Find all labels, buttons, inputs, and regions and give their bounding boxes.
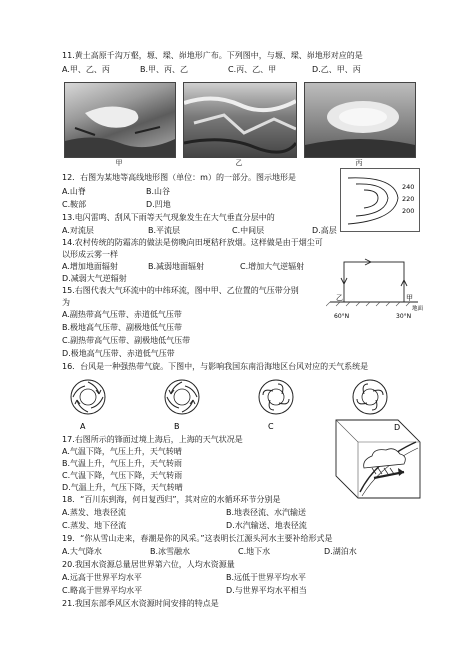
q11-option-d: D.乙、甲、丙 <box>312 65 361 74</box>
q15-option-d: D.极地高气压带、赤道低气压带 <box>62 349 175 358</box>
q14-stem: 14.农村传统的防霜冻的做法是傍晚向田埂秸秆放烟。这样做是由于烟尘可 <box>62 238 323 247</box>
photo-jia <box>64 82 176 158</box>
q14-stem-cont: 以形成云雾一样 <box>62 250 118 259</box>
cyclone-a <box>71 380 105 414</box>
lat-30n: 30°N <box>396 313 412 320</box>
q12-stem: 12．右图为某地等高线地形图（单位：m）的一部分。图示地形是 <box>62 173 296 182</box>
q15-option-a: A.副热带高气压带、赤道低气压带 <box>62 310 182 319</box>
contour-label-220: 220 <box>402 195 415 203</box>
ground-label: 地面 <box>412 306 424 312</box>
q15-stem-cont: 为 <box>62 298 70 307</box>
q11-option-c: C.丙、乙、甲 <box>228 65 277 74</box>
photo-bing <box>304 82 416 158</box>
q14-option-b: B.减弱地面辐射 <box>148 262 205 271</box>
caption-bing: 丙 <box>355 159 363 167</box>
contour-label-240: 240 <box>402 183 415 191</box>
caption-yi: 乙 <box>235 159 243 167</box>
q11-option-b: B.甲、丙、乙 <box>140 65 189 74</box>
photo-yi <box>183 82 297 158</box>
point-jia: 甲 <box>406 294 413 302</box>
q18-option-d: D.水汽输送、地表径流 <box>226 521 307 530</box>
q14-option-c: C.增加大气逆辐射 <box>240 262 305 271</box>
q20-option-d: D.与世界平均水平相当 <box>226 586 307 595</box>
q13-option-b: B.平流层 <box>148 226 181 235</box>
q19-option-b: B.冰雪融水 <box>150 547 191 556</box>
q20-option-c: C.略高于世界平均水平 <box>62 586 143 595</box>
q11-option-a: A.甲、乙、丙 <box>62 65 110 74</box>
q17-option-b: B.气温上升，气压上升，天气转雨 <box>62 459 183 468</box>
q17-stem: 17.右图所示的锋面过境上海后，上海的天气状况是 <box>62 435 243 444</box>
q17-option-a: A.气温下降，气压上升，天气转晴 <box>62 447 182 456</box>
q15-option-b: B.极地高气压带、副极地低气压带 <box>62 323 183 332</box>
q20-stem: 20.我国水资源总量居世界第六位，人均水资源量 <box>62 560 235 569</box>
q18-option-a: A.蒸发、地表径流 <box>62 508 126 517</box>
q14-option-d: D.减弱大气逆辐射 <box>62 274 127 283</box>
front-label-d: D <box>394 423 401 432</box>
q21-stem: 21.我国东部季风区水资源时间安排的特点是 <box>62 599 219 608</box>
lat-60n: 60°N <box>334 313 350 320</box>
q13-option-d: D.高层 <box>312 226 337 235</box>
q12-option-b: B.山谷 <box>146 187 171 196</box>
q16-stem: 16．台风是一种强热带气旋。下图中，与影响我国东南沿海地区台风对应的天气系统是 <box>62 362 369 371</box>
q18-option-b: B.地表径流、水汽输送 <box>226 508 307 517</box>
cyclone-label-b: B <box>174 422 180 431</box>
q19-option-a: A.大气降水 <box>62 547 102 556</box>
cyclone-c <box>259 380 293 414</box>
q18-option-c: C.蒸发、地下径流 <box>62 521 127 530</box>
q14-option-a: A.增加地面辐射 <box>62 262 118 271</box>
cyclone-label-c: C <box>268 422 274 431</box>
point-yi: 乙 <box>336 294 343 302</box>
q18-stem: 18．“百川东到海，何日复西归”，其对应的水循环环节分别是 <box>62 495 281 504</box>
q20-option-b: B.远低于世界平均水平 <box>226 573 307 582</box>
q19-stem: 19．“你从雪山走来，春潮是你的风采。”这表明长江源头河水主要补给形式是 <box>62 534 333 543</box>
q15-stem: 15.右图代表大气环流中的中纬环流，图中甲、乙位置的气压带分别 <box>62 286 299 295</box>
front-diagram <box>328 412 424 504</box>
q11-stem: 11.黄土高原千沟万壑，塬、墚、峁地形广布。下列图中，与塬、墚、峁地形对应的是 <box>62 51 363 60</box>
q12-option-a: A.山脊 <box>62 187 86 196</box>
q13-option-a: A.对流层 <box>62 226 94 235</box>
cyclone-d <box>353 380 387 414</box>
q19-option-d: D.湖泊水 <box>324 547 357 556</box>
cyclone-b <box>165 380 199 414</box>
q13-stem: 13.电闪雷鸣、刮风下雨等天气现象发生在大气垂直分层中的 <box>62 213 275 222</box>
q15-option-c: C.副热带高气压带、副极地低气压带 <box>62 336 191 345</box>
q19-option-c: C.地下水 <box>238 547 271 556</box>
contour-label-200: 200 <box>402 207 415 215</box>
mid-latitude-circulation-diagram <box>326 258 426 320</box>
q12-option-c: C.鞍部 <box>62 200 87 209</box>
q12-option-d: D.凹地 <box>146 200 171 209</box>
q20-option-a: A.远高于世界平均水平 <box>62 573 142 582</box>
cyclone-label-a: A <box>80 422 86 431</box>
q17-option-d: D.气温上升，气压下降，天气转晴 <box>62 483 183 492</box>
q17-option-c: C.气温下降，气压下降，天气转雨 <box>62 471 183 480</box>
caption-jia: 甲 <box>115 159 123 167</box>
q13-option-c: C.中间层 <box>232 226 265 235</box>
contour-map <box>340 168 420 232</box>
